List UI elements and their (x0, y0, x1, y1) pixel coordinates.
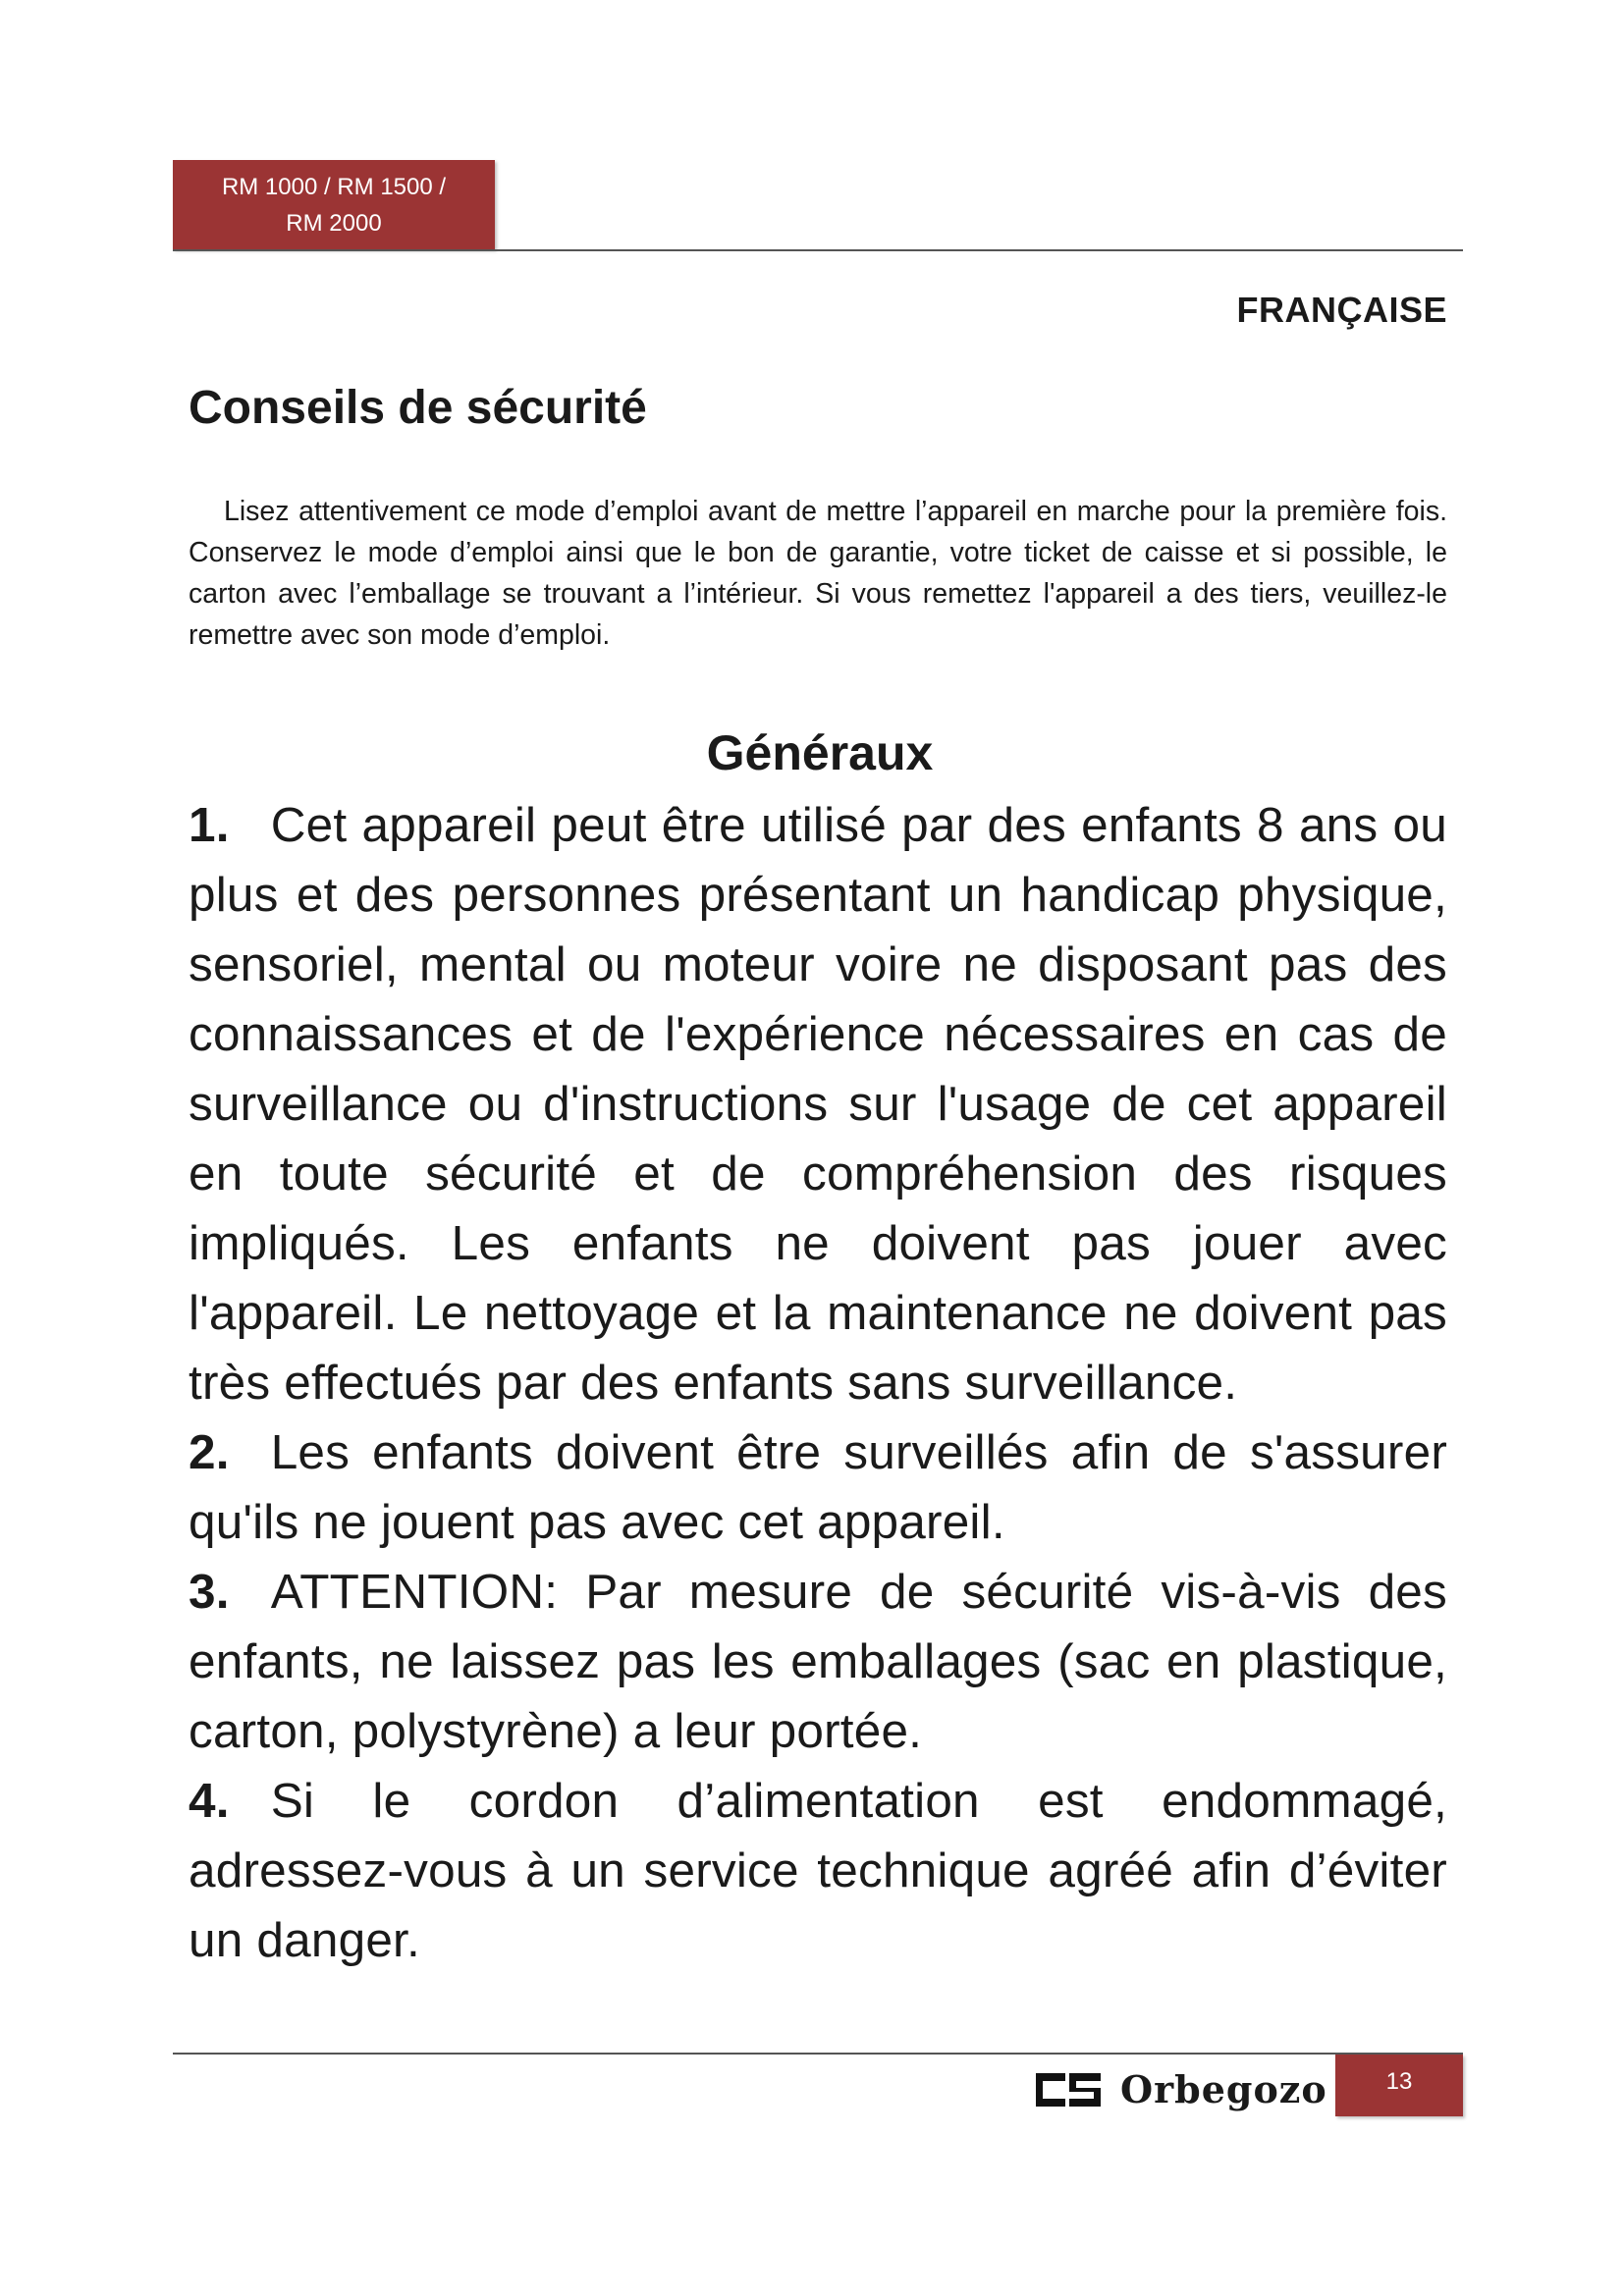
intro-paragraph: Lisez attentivement ce mode d’emploi avant de mettre l’appareil en marche pour la première fois. Conservez le mode d’emploi ainsi que le bon de garantie, votre ticket de caisse et si possible, le carton avec l’emballage se trouvant a l’intérieur. Si vous remettez l'appareil a des tiers, veuillez-le remettre avec son mode d’emploi. (189, 496, 1447, 651)
list-item (189, 790, 1447, 1417)
item-text: Si le cordon d’alimentation est endommagé, adressez-vous à un service technique agréé afin d’éviter un danger. (189, 1774, 1447, 1967)
page-title: Conseils de sécurité (189, 382, 647, 434)
footer-divider (173, 2053, 1463, 2055)
header-divider (173, 249, 1463, 251)
safety-list (189, 790, 1447, 1975)
item-text: ATTENTION: Par mesure de sécurité vis-à-vis des enfants, ne laissez pas les emballages (sac en plastique, carton, polystyrène) a leur portée. (189, 1565, 1447, 1758)
item-number: 3. (189, 1565, 230, 1619)
list-item (189, 1417, 1447, 1557)
language-label: FRANÇAISE (1236, 290, 1447, 330)
item-text: Les enfants doivent être surveillés afin de s'assurer qu'ils ne jouent pas avec cet appareil. (189, 1425, 1447, 1549)
page-number: 13 (1335, 2055, 1463, 2116)
item-number: 2. (189, 1425, 230, 1479)
section-heading: Généraux (706, 725, 934, 780)
item-text: Cet appareil peut être utilisé par des enfants 8 ans ou plus et des personnes présentant un handicap physique, sensoriel, mental ou moteur voire ne disposant pas des connaissances et de l'expérience nécessaires en cas de surveillance ou d'instructions sur l'usage de cet appareil en toute sécurité et de compréhension des risques impliqués. Les enfants ne doivent pas jouer avec l'appareil. Le nettoyage et la maintenance ne doivent pas très effectués par des enfants sans surveillance. (189, 798, 1447, 1410)
list-item (189, 1766, 1447, 1975)
model-line-1: RM 1000 / RM 1500 / (221, 174, 447, 200)
item-number: 4. (189, 1774, 230, 1828)
brand-mark-icon (1036, 2073, 1101, 2107)
model-line-2: RM 2000 (286, 210, 382, 237)
list-item (189, 1557, 1447, 1766)
brand-name: Orbegozo (1120, 2067, 1327, 2111)
brand-logo (1036, 2065, 1327, 2114)
item-number: 1. (189, 798, 230, 852)
model-tab (173, 160, 495, 249)
